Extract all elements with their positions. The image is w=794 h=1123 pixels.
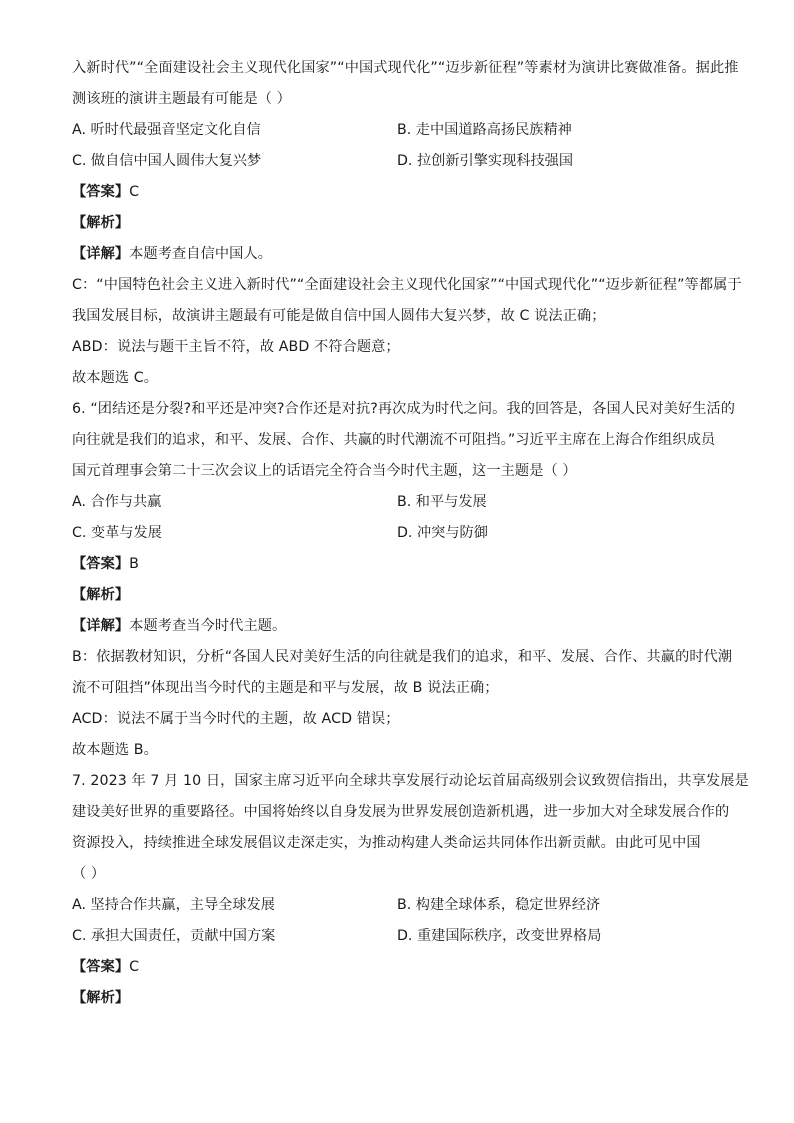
- q5-option-d: D. 拉创新引擎实现科技强国: [397, 153, 574, 169]
- q6-analysis-label: 【解析】: [72, 587, 130, 603]
- q7-answer-value: C: [129, 959, 140, 975]
- q6-detail-label: 【详解】: [72, 618, 130, 634]
- q6-answer-value: B: [129, 556, 139, 572]
- q6-options-row-1: [72, 492, 722, 512]
- q7-option-b: B. 构建全球体系，稳定世界经济: [397, 897, 601, 913]
- q6-option-a: A. 合作与共赢: [72, 494, 162, 510]
- q5-detail-label: 【详解】: [72, 246, 130, 262]
- q6-analysis: [72, 585, 722, 605]
- q6-stem-line-2: 向往就是我们的追求，和平、发展、合作、共赢的时代潮流不可阻挡。”习近平主席在上海合作组织成员: [72, 432, 716, 448]
- q5-analysis: [72, 213, 722, 233]
- q6-explanation-line-2: 流不可阻挡”体现出当今时代的主题是和平与发展，故 B 说法正确；: [72, 680, 499, 696]
- q5-stem-line-2: 测该班的演讲主题最有可能是（ ）: [72, 91, 291, 107]
- document-page: [72, 58, 749, 1019]
- q6-answer: [72, 554, 722, 574]
- q6-option-d: D. 冲突与防御: [397, 525, 488, 541]
- q5-explanation-line-1: C：“中国特色社会主义进入新时代”“全面建设社会主义现代化国家”“中国式现代化”“迈步新征程”等都属于: [72, 277, 742, 293]
- q5-options-row-1: [72, 120, 722, 140]
- q5-stem-line-1: 入新时代”“全面建设社会主义现代化国家”“中国式现代化”“迈步新征程”等素材为演讲比赛做准备。据此推: [72, 60, 739, 76]
- q7-option-a: A. 坚持合作共赢，主导全球发展: [72, 897, 275, 913]
- q5-option-a: A. 听时代最强音坚定文化自信: [72, 122, 261, 138]
- q7-analysis-label: 【解析】: [72, 990, 130, 1006]
- q7-option-c: C. 承担大国责任，贡献中国方案: [72, 928, 276, 944]
- q5-explanation-line-2: 我国发展目标，故演讲主题最有可能是做自信中国人圆伟大复兴梦，故 C 说法正确；: [72, 308, 606, 324]
- q7-options-row-2: [72, 926, 722, 946]
- q5-option-b: B. 走中国道路高扬民族精神: [397, 122, 572, 138]
- q7-stem-line-3: 资源投入，持续推进全球发展倡议走深走实，为推动构建人类命运共同体作出新贡献。由此可见中国: [72, 835, 701, 851]
- q5-answer: [72, 182, 722, 202]
- q6-detail: [72, 616, 722, 636]
- q6-options-row-2: [72, 523, 722, 543]
- q7-options-row-1: [72, 895, 722, 915]
- q6-detail-text: 本题考查当今时代主题。: [129, 618, 287, 634]
- q5-detail: [72, 244, 722, 264]
- q6-stem-line-1: 6. “团结还是分裂?和平还是冲突?合作还是对抗?再次成为时代之问。我的回答是，各国人民对美好生活的: [72, 401, 736, 417]
- q6-option-c: C. 变革与发展: [72, 525, 162, 541]
- q6-explanation-line-3: ACD：说法不属于当今时代的主题，故 ACD 错误；: [72, 711, 400, 727]
- q5-answer-label: 【答案】: [72, 184, 130, 200]
- q7-answer-label: 【答案】: [72, 959, 130, 975]
- q6-stem-line-3: 国元首理事会第二十三次会议上的话语完全符合当今时代主题，这一主题是（ ）: [72, 463, 577, 479]
- q6-option-b: B. 和平与发展: [397, 494, 487, 510]
- q6-answer-label: 【答案】: [72, 556, 130, 572]
- q5-options-row-2: [72, 151, 722, 171]
- q6-explanation-line-4: 故本题选 B。: [72, 742, 158, 758]
- q5-analysis-label: 【解析】: [72, 215, 130, 231]
- q7-option-d: D. 重建国际秩序，改变世界格局: [397, 928, 602, 944]
- q5-explanation-line-4: 故本题选 C。: [72, 370, 159, 386]
- q7-stem-line-4: （ ）: [72, 866, 106, 882]
- q7-stem-line-2: 建设美好世界的重要路径。中国将始终以自身发展为世界发展创造新机遇，进一步加大对全球发展合作的: [72, 804, 730, 820]
- q5-explanation-line-3: ABD：说法与题干主旨不符，故 ABD 不符合题意；: [72, 339, 400, 355]
- q7-analysis: [72, 988, 722, 1008]
- q5-answer-value: C: [129, 184, 140, 200]
- q7-answer: [72, 957, 722, 977]
- q5-detail-text: 本题考查自信中国人。: [129, 246, 273, 262]
- q7-stem-line-1: 7. 2023 年 7 月 10 日，国家主席习近平向全球共享发展行动论坛首届高级别会议致贺信指出，共享发展是: [72, 773, 749, 789]
- q6-explanation-line-1: B：依据教材知识，分析“各国人民对美好生活的向往就是我们的追求，和平、发展、合作、共赢的时代潮: [72, 649, 733, 665]
- q5-option-c: C. 做自信中国人圆伟大复兴梦: [72, 153, 262, 169]
